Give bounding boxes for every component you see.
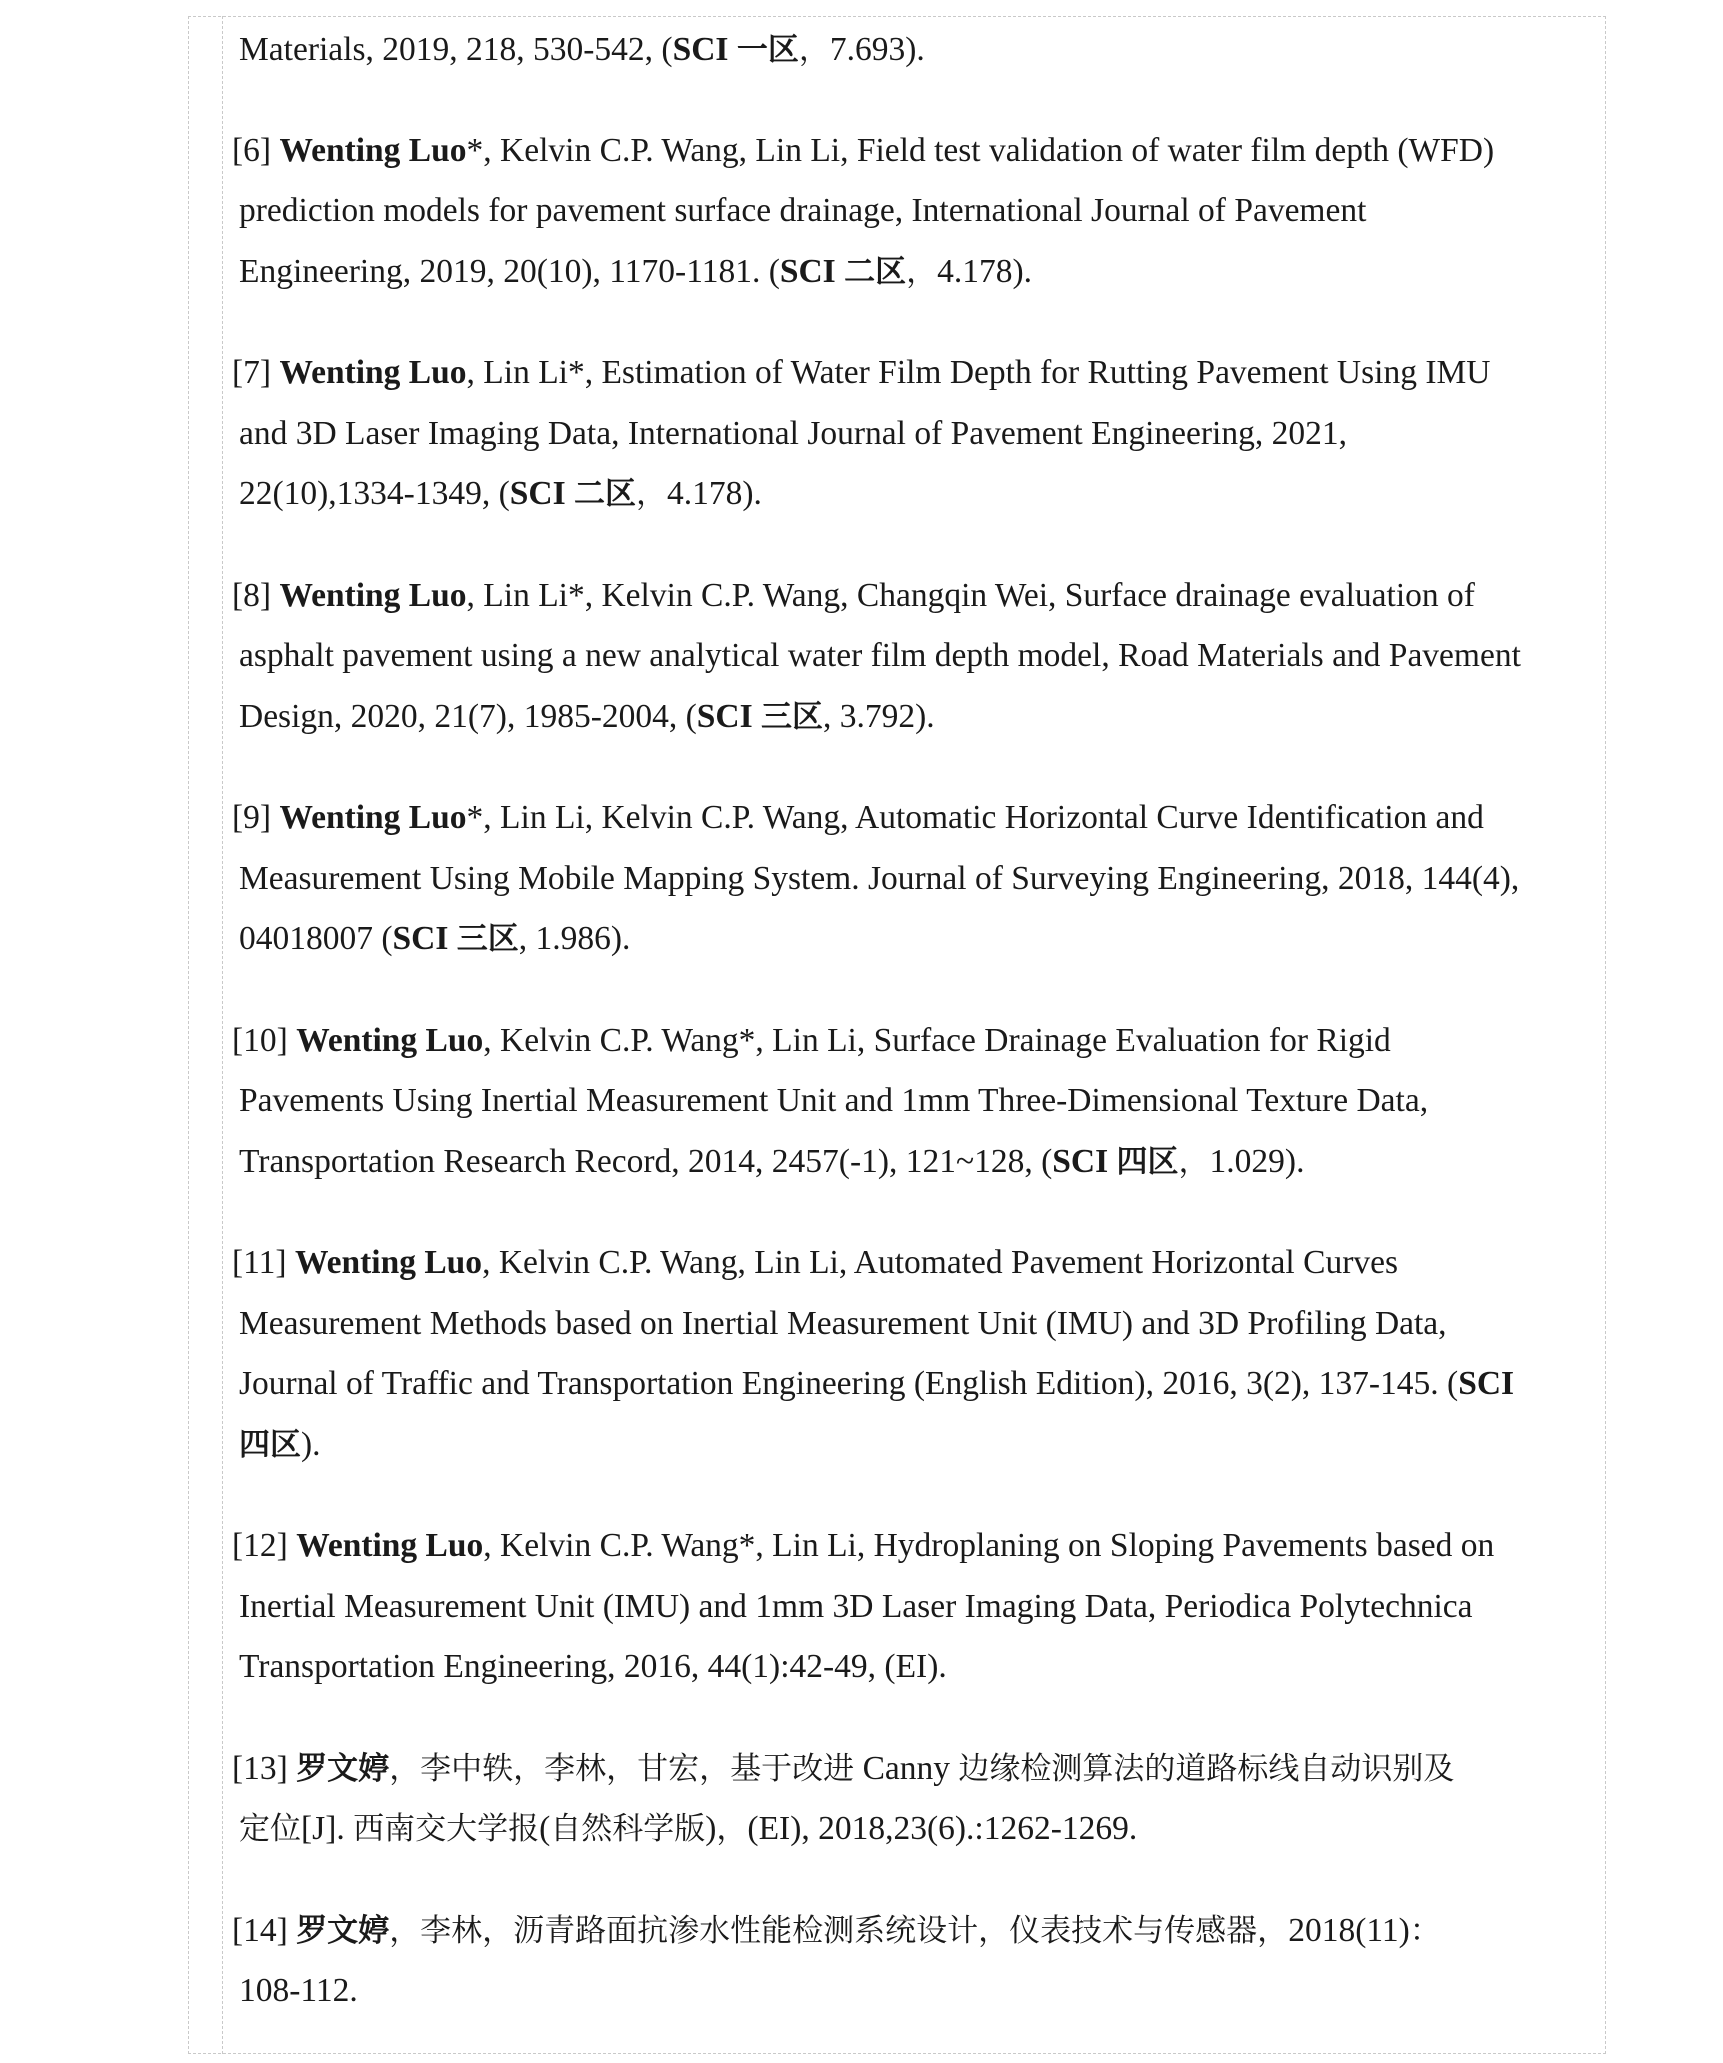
reference-line — [232, 242, 1597, 303]
reference-text: Transportation Engineering, 2016, 44(1):42-49, (EI). — [239, 1648, 947, 1685]
reference-text: 04018007 ( — [239, 920, 393, 957]
reference-line — [232, 1132, 1597, 1193]
reference-list — [232, 20, 1597, 2063]
reference-line — [232, 1071, 1597, 1132]
reference-line — [232, 1799, 1597, 1860]
reference-bold-text: 罗文婷 — [296, 1912, 390, 1949]
reference-text: prediction models for pavement surface drainage, International Journal of Pavement — [239, 192, 1367, 229]
reference-line — [232, 566, 1597, 627]
reference-text: and 3D Laser Imaging Data, International Journal of Pavement Engineering, 2021, — [239, 414, 1347, 452]
reference-text: Materials, 2019, 218, 530-542, ( — [239, 31, 673, 68]
reference-line — [232, 1577, 1597, 1638]
reference-text: Transportation Research Record, 2014, 2457(-1), 121~128, ( — [239, 1142, 1053, 1180]
reference-text: [13] — [232, 1749, 297, 1787]
reference-bold-text: Wenting Luo — [294, 1244, 483, 1281]
reference-text: [8] — [232, 576, 280, 614]
margin-rule — [222, 16, 223, 2054]
reference-text: , Kelvin C.P. Wang*, Lin Li, Hydroplaning on Sloping Pavements based on — [483, 1527, 1495, 1564]
reference-text: *, Kelvin C.P. Wang, Lin Li, Field test validation of water film depth (WFD) — [466, 131, 1495, 169]
reference-text: asphalt pavement using a new analytical water film depth model, Road Materials and Pavement — [239, 637, 1521, 674]
reference-text: Measurement Methods based on Inertial Measurement Unit (IMU) and 3D Profiling Data, — [239, 1304, 1447, 1342]
reference-bold-text: Wenting Luo — [279, 576, 467, 614]
reference-line — [232, 1516, 1597, 1577]
reference-text: Pavements Using Inertial Measurement Unit and 1mm Three-Dimensional Texture Data, — [239, 1082, 1429, 1119]
reference-text: [14] — [232, 1911, 297, 1949]
reference-entry — [232, 1901, 1597, 2022]
reference-text: [9] — [232, 799, 280, 836]
reference-text: ，7.693). — [798, 31, 925, 68]
reference-text: ，4.178). — [636, 475, 762, 512]
reference-text: [12] — [232, 1527, 297, 1564]
reference-text: ，李林，沥青路面抗渗水性能检测系统设计，仪表技术与传感器，2018(11)： — [389, 1911, 1441, 1949]
reference-line — [232, 464, 1597, 525]
reference-bold-text: 四区 — [239, 1426, 301, 1463]
reference-bold-text: SCI 四区 — [1052, 1142, 1179, 1180]
reference-line — [232, 1354, 1597, 1415]
reference-entry — [232, 343, 1597, 525]
reference-text: , 1.986). — [518, 920, 631, 957]
reference-text: ，李中轶，李林，甘宏，基于改进 Canny 边缘检测算法的道路标线自动识别及 — [389, 1749, 1455, 1787]
reference-line — [232, 1739, 1597, 1800]
reference-text: [10] — [232, 1021, 297, 1059]
reference-line — [232, 1294, 1597, 1355]
reference-text: 定位[J]. 西南交大学报(自然科学版)，(EI), 2018,23(6).:1262-1269. — [239, 1810, 1138, 1847]
reference-text: [11] — [232, 1244, 295, 1281]
reference-text: , Kelvin C.P. Wang*, Lin Li, Surface Drainage Evaluation for Rigid — [483, 1021, 1391, 1059]
reference-bold-text: SCI 二区 — [509, 475, 636, 512]
reference-text: ). — [301, 1425, 321, 1463]
reference-bold-text: SCI — [1458, 1365, 1515, 1402]
reference-bold-text: Wenting Luo — [279, 354, 467, 391]
reference-line — [232, 788, 1597, 849]
reference-bold-text: Wenting Luo — [279, 799, 467, 836]
reference-line — [232, 181, 1597, 242]
reference-text: Measurement Using Mobile Mapping System. Journal of Surveying Engineering, 2018, 144(4), — [239, 859, 1520, 897]
reference-text: [7] — [232, 354, 280, 391]
reference-line — [232, 343, 1597, 404]
reference-line — [232, 121, 1597, 182]
reference-text: *, Lin Li, Kelvin C.P. Wang, Automatic Horizontal Curve Identification and — [466, 799, 1484, 836]
reference-text: 108-112. — [239, 1972, 358, 2009]
reference-entry — [232, 1739, 1597, 1860]
reference-entry — [232, 20, 1597, 81]
reference-line — [232, 1415, 1597, 1476]
reference-text: Engineering, 2019, 20(10), 1170-1181. ( — [239, 252, 780, 290]
reference-text: 22(10),1334-1349, ( — [239, 475, 510, 512]
reference-line — [232, 687, 1597, 748]
reference-text: , Kelvin C.P. Wang, Lin Li, Automated Pavement Horizontal Curves — [482, 1244, 1399, 1281]
reference-entry — [232, 788, 1597, 970]
reference-line — [232, 1011, 1597, 1072]
reference-line — [232, 1901, 1597, 1962]
reference-bold-text: Wenting Luo — [279, 131, 467, 169]
reference-text: ，4.178). — [906, 252, 1033, 290]
reference-entry — [232, 566, 1597, 748]
reference-line — [232, 1637, 1597, 1698]
reference-line — [232, 626, 1597, 687]
reference-text: ，1.029). — [1178, 1142, 1305, 1180]
reference-bold-text: SCI 三区 — [392, 920, 519, 957]
reference-bold-text: Wenting Luo — [296, 1021, 484, 1059]
reference-line — [232, 1961, 1597, 2022]
reference-text: , 3.792). — [823, 697, 935, 735]
reference-text: Inertial Measurement Unit (IMU) and 1mm 3D Laser Imaging Data, Periodica Polytechnica — [239, 1587, 1473, 1625]
reference-bold-text: SCI 三区 — [696, 697, 824, 735]
reference-line — [232, 20, 1597, 81]
reference-line — [232, 909, 1597, 970]
reference-entry — [232, 1516, 1597, 1698]
reference-line — [232, 1233, 1597, 1294]
reference-text: , Lin Li*, Kelvin C.P. Wang, Changqin Wei, Surface drainage evaluation of — [466, 576, 1475, 614]
reference-entry — [232, 1233, 1597, 1475]
reference-text: , Lin Li*, Estimation of Water Film Depth for Rutting Pavement Using IMU — [466, 354, 1491, 391]
reference-text: Journal of Traffic and Transportation Engineering (English Edition), 2016, 3(2), 137-145. ( — [239, 1365, 1459, 1402]
reference-text: [6] — [232, 131, 280, 169]
reference-line — [232, 404, 1597, 465]
reference-entry — [232, 121, 1597, 303]
reference-bold-text: 罗文婷 — [296, 1750, 390, 1787]
reference-line — [232, 849, 1597, 910]
reference-bold-text: SCI 一区 — [672, 31, 799, 68]
reference-bold-text: Wenting Luo — [296, 1527, 484, 1564]
reference-bold-text: SCI 二区 — [779, 252, 907, 290]
reference-text: Design, 2020, 21(7), 1985-2004, ( — [239, 697, 697, 735]
reference-entry — [232, 1011, 1597, 1193]
